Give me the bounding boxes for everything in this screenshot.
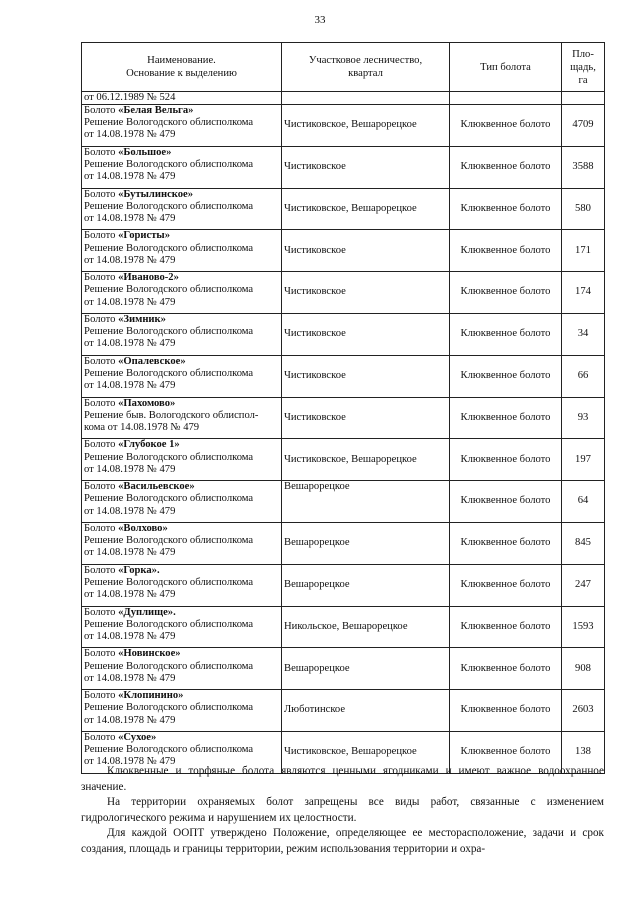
bog-prefix: Болото — [84, 146, 119, 158]
header-type: Тип болота — [450, 43, 562, 92]
bog-title-line — [84, 732, 279, 744]
bog-type-cell: Клюквенное болото — [450, 188, 562, 230]
empty-cell — [282, 92, 450, 105]
bog-name: «Горка». — [118, 564, 160, 576]
basis-line: Решение Вологодского облисполкома — [84, 159, 254, 170]
forestry-cell: Чистиковское, Вешарорецкое — [282, 439, 450, 481]
area-cell: 4709 — [562, 105, 605, 147]
bog-type-cell: Клюквенное болото — [450, 355, 562, 397]
bog-title-line — [84, 690, 279, 702]
bog-name: «Новинское» — [118, 648, 181, 660]
basis-line: от 14.08.1978 № 479 — [84, 213, 176, 224]
bog-type-cell: Клюквенное болото — [450, 272, 562, 314]
area-cell: 908 — [562, 648, 605, 690]
bog-title-line — [84, 607, 279, 619]
area-cell: 845 — [562, 522, 605, 564]
area-cell: 64 — [562, 481, 605, 523]
bog-name-cell — [82, 564, 282, 606]
table-row — [82, 397, 605, 439]
bog-name: «Зимник» — [118, 313, 166, 325]
bog-title-line — [84, 189, 279, 201]
area-cell: 197 — [562, 439, 605, 481]
bog-title-line — [84, 105, 279, 117]
basis-line: от 14.08.1978 № 479 — [84, 630, 176, 642]
bog-title-line — [84, 523, 279, 535]
table-row — [82, 105, 605, 147]
basis-line: Решение Вологодского облисполкома — [84, 200, 254, 212]
forestry-cell: Чистиковское, Вешарорецкое — [282, 731, 450, 773]
bog-type-cell: Клюквенное болото — [450, 397, 562, 439]
forestry-cell: Чистиковское — [282, 146, 450, 188]
bog-type-cell: Клюквенное болото — [450, 105, 562, 147]
bog-prefix: Болото — [84, 522, 119, 534]
area-cell: 66 — [562, 355, 605, 397]
continuation-cell: от 06.12.1989 № 524 — [82, 92, 282, 105]
basis-line: Решение Вологодского облисполкома — [84, 576, 254, 588]
basis-line: Решение быв. Вологодского облиспол- — [84, 409, 259, 421]
bog-title-line — [84, 481, 279, 493]
table-row — [82, 230, 605, 272]
bog-name-cell — [82, 648, 282, 690]
bog-name: «Пахомово» — [118, 397, 176, 409]
bog-title-line — [84, 314, 279, 326]
bog-name-cell — [82, 146, 282, 188]
bog-type-cell: Клюквенное болото — [450, 313, 562, 355]
table-row — [82, 146, 605, 188]
area-cell: 3588 — [562, 146, 605, 188]
basis-line: Решение Вологодского облисполкома — [84, 326, 254, 338]
bog-prefix: Болото — [84, 105, 119, 116]
bog-type-cell: Клюквенное болото — [450, 648, 562, 690]
area-cell: 2603 — [562, 690, 605, 732]
header-area-line1: Пло- — [572, 48, 594, 60]
forestry-cell: Чистиковское — [282, 397, 450, 439]
bog-prefix: Болото — [84, 355, 119, 367]
bog-prefix: Болото — [84, 481, 119, 493]
table-row — [82, 313, 605, 355]
bog-name: «Иваново-2» — [118, 272, 179, 284]
bog-name-cell — [82, 188, 282, 230]
bog-type-cell: Клюквенное болото — [450, 481, 562, 523]
basis-line: от 14.08.1978 № 479 — [84, 463, 176, 475]
forestry-cell: Вешарорецкое — [282, 481, 450, 523]
paragraph-berries: Клюквенные и торфяные болота являются ценными ягодниками и имеют важное водоохранное значение. — [81, 765, 604, 793]
table-row — [82, 606, 605, 648]
bog-name-cell — [82, 439, 282, 481]
basis-line: от 14.08.1978 № 479 — [84, 672, 176, 684]
bog-title-line — [84, 439, 279, 451]
continuation-row — [82, 92, 605, 105]
header-forestry-line1: Участковое лесничество, — [308, 55, 423, 66]
bog-type-cell: Клюквенное болото — [450, 731, 562, 773]
bog-title-line — [84, 147, 279, 159]
header-forestry — [282, 43, 450, 92]
bog-prefix: Болото — [84, 272, 119, 284]
bog-name: «Белая Вельга» — [118, 105, 194, 116]
empty-cell — [450, 92, 562, 105]
bog-name-cell — [82, 230, 282, 272]
bog-title-line — [84, 356, 279, 368]
bog-name-cell — [82, 397, 282, 439]
forestry-cell: Чистиковское — [282, 272, 450, 314]
header-area — [562, 43, 605, 92]
basis-line: от 14.08.1978 № 479 — [84, 380, 176, 392]
area-cell: 174 — [562, 272, 605, 314]
bog-title-line — [84, 230, 279, 242]
bog-type-cell: Клюквенное болото — [450, 230, 562, 272]
forestry-cell: Чистиковское — [282, 230, 450, 272]
area-cell: 34 — [562, 313, 605, 355]
bog-name: «Васильевское» — [118, 481, 195, 493]
forestry-cell: Вешарорецкое — [282, 522, 450, 564]
bog-name: «Клопинино» — [118, 690, 184, 702]
bog-prefix: Болото — [84, 648, 119, 660]
basis-line: Решение Вологодского облисполкома — [84, 117, 254, 129]
basis-line: от 14.08.1978 № 479 — [84, 756, 176, 768]
table-row — [82, 564, 605, 606]
bog-prefix: Болото — [84, 230, 119, 242]
basis-line: от 14.08.1978 № 479 — [84, 589, 176, 601]
bog-name-cell — [82, 690, 282, 732]
bog-name: «Волхово» — [118, 522, 168, 534]
table-row — [82, 188, 605, 230]
area-cell: 247 — [562, 564, 605, 606]
bog-title-line — [84, 565, 279, 577]
basis-line: от 14.08.1978 № 479 — [84, 129, 176, 141]
table-row — [82, 355, 605, 397]
basis-line: Решение Вологодского облисполкома — [84, 535, 254, 547]
header-area-line3: га — [578, 74, 588, 86]
table-row — [82, 439, 605, 481]
header-name — [82, 43, 282, 92]
header-name-line1: Наименование. — [147, 55, 216, 66]
header-forestry-line2: квартал — [348, 68, 383, 79]
basis-line: от 14.08.1978 № 479 — [84, 338, 176, 350]
area-cell: 138 — [562, 731, 605, 773]
bog-title-line — [84, 398, 279, 410]
bog-name-cell — [82, 272, 282, 314]
table-row — [82, 648, 605, 690]
table-row — [82, 481, 605, 523]
bog-type-cell: Клюквенное болото — [450, 439, 562, 481]
bog-name: «Большое» — [118, 146, 172, 158]
bog-type-cell: Клюквенное болото — [450, 564, 562, 606]
bog-prefix: Болото — [84, 564, 119, 576]
bog-name: «Дуплище». — [118, 606, 176, 618]
area-cell: 1593 — [562, 606, 605, 648]
bog-name: «Глубокое 1» — [118, 439, 180, 451]
bog-name-cell — [82, 481, 282, 523]
bog-title-line — [84, 272, 279, 284]
area-cell: 93 — [562, 397, 605, 439]
area-cell: 171 — [562, 230, 605, 272]
basis-line: Решение Вологодского облисполкома — [84, 493, 254, 505]
bog-type-cell: Клюквенное болото — [450, 606, 562, 648]
basis-line: от 14.08.1978 № 479 — [84, 171, 176, 183]
bog-name-cell — [82, 606, 282, 648]
bog-name-cell — [82, 313, 282, 355]
basis-line: Решение Вологодского облисполкома — [84, 284, 254, 296]
forestry-cell: Вешарорецкое — [282, 648, 450, 690]
table-row — [82, 272, 605, 314]
basis-line: Решение Вологодского облисполкома — [84, 618, 254, 630]
bog-name: «Опалевское» — [118, 355, 186, 367]
forestry-cell: Вешарорецкое — [282, 564, 450, 606]
bog-name: «Бутылинское» — [118, 188, 194, 200]
basis-line: Решение Вологодского облисполкома — [84, 451, 254, 463]
bog-prefix: Болото — [84, 606, 119, 618]
bog-name-cell — [82, 522, 282, 564]
bog-prefix: Болото — [84, 397, 119, 409]
bog-type-cell: Клюквенное болото — [450, 690, 562, 732]
bog-name-cell — [82, 105, 282, 147]
table-header-row — [82, 43, 605, 92]
bog-title-line — [84, 648, 279, 660]
basis-line: кома от 14.08.1978 № 479 — [84, 421, 200, 433]
forestry-cell: Чистиковское — [282, 313, 450, 355]
page-number: 33 — [314, 14, 326, 26]
table-row — [82, 690, 605, 732]
basis-line: Решение Вологодского облисполкома — [84, 367, 254, 379]
bog-type-cell: Клюквенное болото — [450, 522, 562, 564]
basis-line: Решение Вологодского облисполкома — [84, 702, 254, 714]
bog-prefix: Болото — [84, 690, 119, 702]
basis-line: Решение Вологодского облисполкома — [84, 242, 254, 254]
basis-line: от 14.08.1978 № 479 — [84, 505, 176, 517]
forestry-cell: Люботинское — [282, 690, 450, 732]
forestry-cell: Чистиковское — [282, 355, 450, 397]
header-area-line2: щадь, — [570, 61, 596, 73]
area-cell: 580 — [562, 188, 605, 230]
basis-line: от 14.08.1978 № 479 — [84, 296, 176, 308]
basis-line: от 14.08.1978 № 479 — [84, 547, 176, 559]
basis-line: Решение Вологодского облисполкома — [84, 660, 254, 672]
bog-prefix: Болото — [84, 313, 119, 325]
basis-line: от 14.08.1978 № 479 — [84, 254, 176, 266]
empty-cell — [562, 92, 605, 105]
basis-line: Решение Вологодского облисполкома — [84, 744, 254, 756]
paragraph-prohibition: На территории охраняемых болот запрещены все виды работ, связанные с изменением гидрологического режима и нарушением их целостности. — [81, 796, 604, 824]
forestry-cell: Чистиковское, Вешарорецкое — [282, 105, 450, 147]
basis-line: от 14.08.1978 № 479 — [84, 714, 176, 726]
bog-registry-table — [81, 42, 605, 774]
bog-name-cell — [82, 355, 282, 397]
bog-name: «Сухое» — [118, 731, 157, 743]
bog-prefix: Болото — [84, 188, 119, 200]
table-row — [82, 522, 605, 564]
bog-prefix: Болото — [84, 731, 119, 743]
forestry-cell: Чистиковское, Вешарорецкое — [282, 188, 450, 230]
forestry-cell: Никольское, Вешарорецкое — [282, 606, 450, 648]
bog-prefix: Болото — [84, 439, 119, 451]
bog-name: «Гористы» — [118, 230, 170, 242]
bog-type-cell: Клюквенное болото — [450, 146, 562, 188]
header-name-line2: Основание к выделению — [126, 68, 237, 79]
paragraph-regulation: Для каждой ООПТ утверждено Положение, определяющее ее месторасположение, задачи и срок создания, площадь и границы территории, режим использования территории и охра- — [81, 827, 604, 855]
